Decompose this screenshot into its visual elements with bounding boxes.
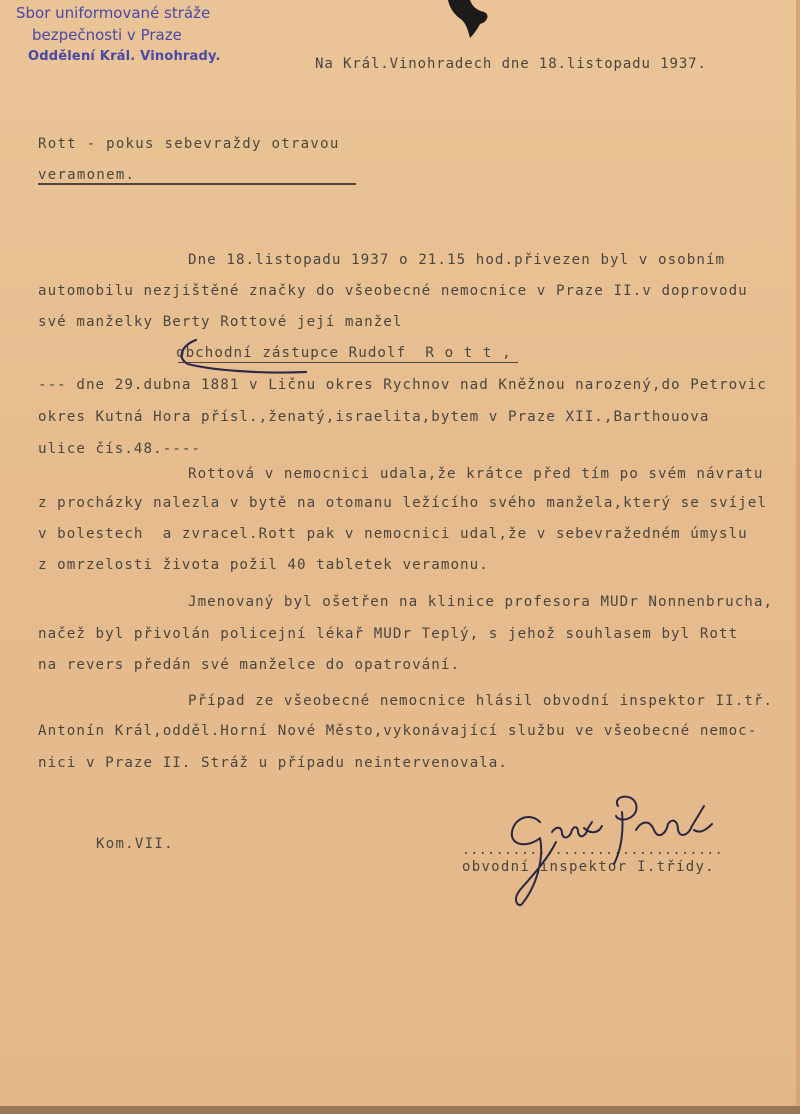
subject-line-1: Rott - pokus sebevraždy otravou xyxy=(38,136,340,152)
document-date: Na Král.Vinohradech dne 18.listopadu 1937. xyxy=(315,56,707,72)
stamp-line-1: Sbor uniformované stráže xyxy=(16,4,211,22)
stamp-line-3: Oddělení Král. Vinohrady. xyxy=(28,49,221,64)
body-line: Případ ze všeobecné nemocnice hlásil obvodní inspektor II.tř. xyxy=(188,693,774,709)
subject-line-2: veramonem. xyxy=(38,167,136,183)
body-line: ulice čís.48.---- xyxy=(38,441,202,457)
stamp-line-2: bezpečnosti v Praze xyxy=(32,26,182,44)
reference-code: Kom.VII. xyxy=(96,836,174,852)
signature-title: obvodní inspektor I.třídy. xyxy=(462,859,715,875)
paper-bottom-edge xyxy=(0,1106,800,1114)
body-line: Jmenovaný byl ošetřen na klinice profesora MUDr Nonnenbrucha, xyxy=(188,594,774,610)
body-line: z procházky nalezla v bytě na otomanu ležícího svého manžela,který se svíjel xyxy=(38,495,767,511)
body-line: Antonín Král,odděl.Horní Nové Město,vykonávající službu ve všeobecné nemoc- xyxy=(38,723,758,739)
body-line: v bolestech a zvracel.Rott pak v nemocnici udal,že v sebevražedném úmyslu xyxy=(38,526,748,542)
body-line: z omrzelosti života požil 40 tabletek veramonu. xyxy=(38,557,489,573)
body-line: --- dne 29.dubna 1881 v Ličnu okres Rychnov nad Kněžnou narozený,do Petrovic xyxy=(38,377,767,393)
body-line: okres Kutná Hora přísl.,ženatý,israelita,bytem v Praze XII.,Barthouova xyxy=(38,409,710,425)
body-line: na revers předán své manželce do opatrování. xyxy=(38,657,461,673)
name-underline xyxy=(178,362,518,363)
body-line: nici v Praze II. Stráž u případu neintervenovala. xyxy=(38,755,508,771)
body-line: Rottová v nemocnici udala,že krátce před tím po svém návratu xyxy=(188,466,764,482)
body-line: Dne 18.listopadu 1937 o 21.15 hod.přivezen byl v osobním xyxy=(188,252,726,268)
person-name-line: obchodní zástupce Rudolf R o t t , xyxy=(176,345,512,361)
paper-edge xyxy=(796,0,800,1114)
body-line: automobilu nezjištěné značky do všeobecné nemocnice v Praze II.v doprovodu xyxy=(38,283,748,299)
signature-dotted-line: ............................... xyxy=(462,843,724,858)
office-stamp xyxy=(16,2,236,68)
body-line: své manželky Berty Rottové její manžel xyxy=(38,314,403,330)
body-line: načež byl přivolán policejní lékař MUDr Teplý, s jehož souhlasem byl Rott xyxy=(38,626,739,642)
subject-underline xyxy=(38,183,356,185)
